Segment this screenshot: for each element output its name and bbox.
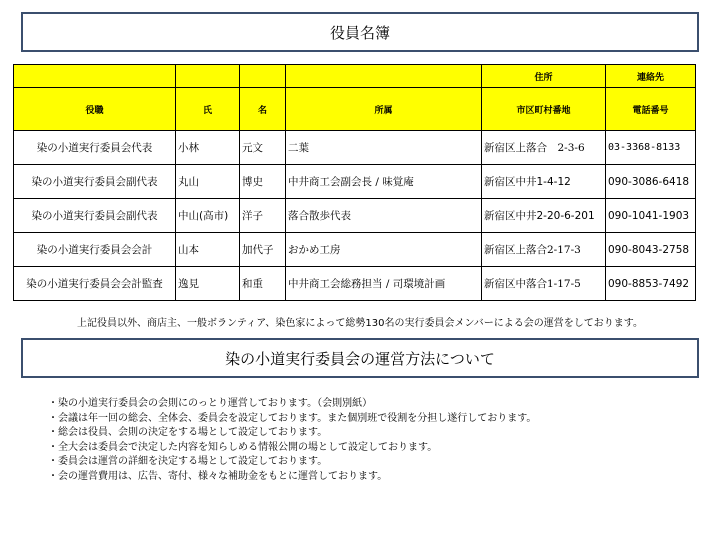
section-title-banner [21,338,699,378]
cell-address: 新宿区中落合1-17-5 [482,267,606,301]
cell-phone: 090-1041-1903 [606,199,696,233]
officer-roster-table [13,64,696,301]
operation-method-list [48,397,536,484]
cell-affiliation: 落合散歩代表 [286,199,482,233]
list-item: ・染の小道実行委員会の会則にのっとり運営しております。（会則別紙） [48,398,373,409]
header-cell [176,65,240,88]
cell-role: 染の小道実行委員会会計監査 [14,267,176,301]
cell-phone: 090-8043-2758 [606,233,696,267]
cell-surname: 丸山 [176,165,240,199]
cell-surname: 逸見 [176,267,240,301]
cell-role: 染の小道実行委員会代表 [14,131,176,165]
header-cell [240,65,286,88]
cell-affiliation: 中井商工会副会長 / 味覚庵 [286,165,482,199]
cell-surname: 中山(高市) [176,199,240,233]
header-given-name: 名 [240,88,286,131]
cell-given-name: 元文 [240,131,286,165]
table-row [14,233,696,267]
header-address-group: 住所 [482,65,606,88]
header-address: 市区町村番地 [482,88,606,131]
cell-phone: 090-3086-6418 [606,165,696,199]
section-title: 染の小道実行委員会の運営方法について [225,349,495,368]
header-contact-group: 連絡先 [606,65,696,88]
cell-given-name: 博史 [240,165,286,199]
cell-address: 新宿区上落合 2-3-6 [482,131,606,165]
header-surname: 氏 [176,88,240,131]
list-item: ・総会は役員、会則の決定をする場として設定しております。 [48,427,328,438]
table-header-row [14,88,696,131]
table-row [14,131,696,165]
header-cell [286,65,482,88]
list-item: ・会の運営費用は、広告、寄付、様々な補助金をもとに運営しております。 [48,470,388,482]
cell-given-name: 和重 [240,267,286,301]
table-header-row-top [14,65,696,88]
header-affiliation: 所属 [286,88,482,131]
membership-note: 上記役員以外、商店主、一般ボランティア、染色家によって総勢130名の実行委員会メンバーによる会の運営をしております。 [77,318,643,329]
cell-given-name: 加代子 [240,233,286,267]
list-item: ・全大会は委員会で決定した内容を知らしめる情報公開の場として設定しております。 [48,441,438,453]
cell-role: 染の小道実行委員会副代表 [14,199,176,233]
list-item: ・委員会は運営の詳細を決定する場として設定しております。 [48,456,328,467]
page-title: 役員名簿 [329,23,390,42]
cell-role: 染の小道実行委員会副代表 [14,165,176,199]
cell-role: 染の小道実行委員会会計 [14,233,176,267]
list-item: ・会議は年一回の総会、全体会、委員会を設定しております。また個別班で役割を分担し遂行しております。 [48,412,537,424]
cell-phone: 090-8853-7492 [606,267,696,301]
cell-affiliation: 二葉 [286,131,482,165]
table-row [14,267,696,301]
cell-surname: 小林 [176,131,240,165]
header-phone: 電話番号 [606,88,696,131]
cell-affiliation: 中井商工会総務担当 / 司環境計画 [286,267,482,301]
cell-address: 新宿区中井1-4-12 [482,165,606,199]
top-title-banner [21,12,699,52]
cell-address: 新宿区中井2-20-6-201 [482,199,606,233]
header-cell [14,65,176,88]
cell-affiliation: おかめ工房 [286,233,482,267]
header-role: 役職 [14,88,176,131]
cell-address: 新宿区上落合2-17-3 [482,233,606,267]
cell-given-name: 洋子 [240,199,286,233]
table-row [14,165,696,199]
cell-phone: 03-3368-8133 [606,131,696,165]
table-row [14,199,696,233]
cell-surname: 山本 [176,233,240,267]
